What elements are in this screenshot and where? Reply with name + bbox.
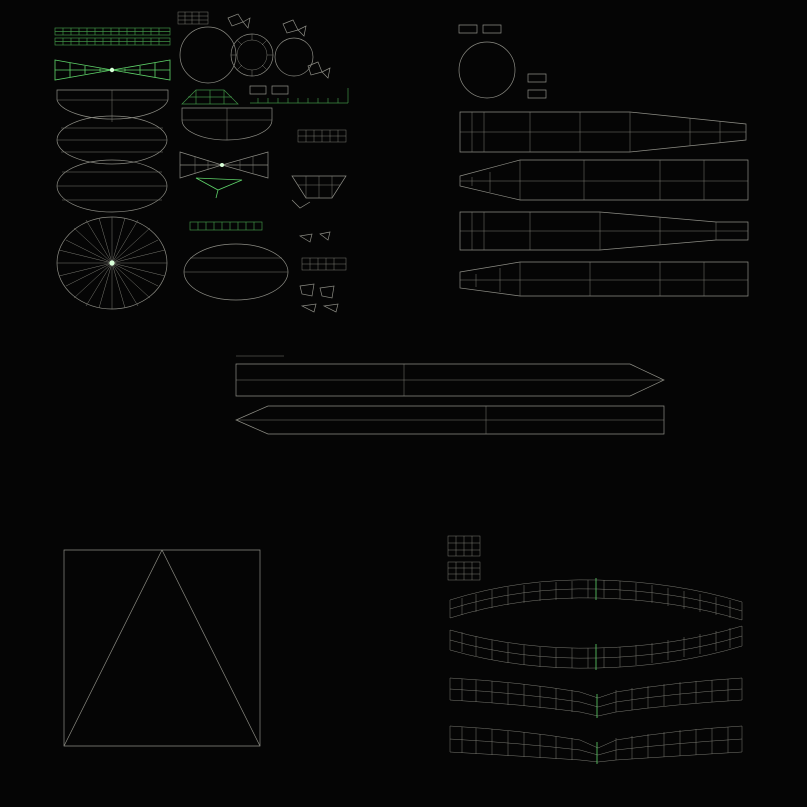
group-hull-section-uv-cluster[interactable] <box>55 12 348 312</box>
ellipse-shell-2[interactable] <box>57 116 167 164</box>
tab-shell-tr-1[interactable] <box>459 25 477 33</box>
banded-strip-right-1[interactable] <box>298 130 346 142</box>
tapered-strip-4[interactable] <box>460 262 748 296</box>
tab-shell-tr-2[interactable] <box>483 25 501 33</box>
banded-strip-a[interactable] <box>55 28 170 45</box>
banded-strip-green-mid[interactable] <box>190 222 262 230</box>
circle-shell-segmented[interactable] <box>231 34 273 76</box>
grid-band-4[interactable] <box>450 726 742 764</box>
ellipse-shell-3[interactable] <box>57 160 167 212</box>
spar-arrow-shell-lower[interactable] <box>236 406 664 434</box>
grid-band-1[interactable] <box>450 578 742 620</box>
tapered-strip-1[interactable] <box>460 112 746 152</box>
grid-patch-br-2[interactable] <box>448 562 480 580</box>
group-cone-projection-frame[interactable] <box>64 550 260 746</box>
tapered-strip-3[interactable] <box>460 212 748 250</box>
grid-band-2[interactable] <box>450 626 742 670</box>
fan-disc-shell[interactable] <box>57 217 167 309</box>
tab-shell-tr-4[interactable] <box>528 90 546 98</box>
group-wing-skin-gridded-bands[interactable] <box>448 536 742 764</box>
butterfly-shell-1[interactable] <box>228 14 250 28</box>
grid-band-3[interactable] <box>450 678 742 718</box>
butterfly-shell-2[interactable] <box>283 20 306 36</box>
banded-strip-right-2[interactable] <box>302 258 346 270</box>
arrow-shell-green[interactable] <box>196 178 242 198</box>
grid-patch-br-1[interactable] <box>448 536 480 556</box>
grid-patch-top[interactable] <box>178 12 208 24</box>
tab-shell-tr-3[interactable] <box>528 74 546 82</box>
circle-shell-large[interactable] <box>180 27 236 83</box>
bowtie-shell-lower[interactable] <box>180 152 268 178</box>
small-tab-shells[interactable] <box>250 86 288 94</box>
ellipse-shell-bottom-mid[interactable] <box>184 244 288 300</box>
stepped-pyramid-shell[interactable] <box>182 90 238 104</box>
tick-ruler-line[interactable] <box>250 88 348 103</box>
tapered-strip-2[interactable] <box>460 160 748 200</box>
half-ellipse-shell-1[interactable] <box>57 90 168 122</box>
circle-shell-fuselage[interactable] <box>459 42 515 98</box>
bowtie-shell-upper[interactable] <box>55 60 170 80</box>
spar-arrow-shell-upper[interactable] <box>236 356 664 396</box>
scrap-shells-right[interactable] <box>300 232 338 312</box>
butterfly-shell-3[interactable] <box>308 62 330 78</box>
circle-shell-small[interactable] <box>275 38 313 76</box>
group-fuselage-panel-strips[interactable] <box>459 25 748 296</box>
trapezoid-shell-right[interactable] <box>292 176 346 208</box>
group-spar-beam-shells[interactable] <box>236 356 664 434</box>
half-ellipse-shell-mid[interactable] <box>182 108 272 140</box>
